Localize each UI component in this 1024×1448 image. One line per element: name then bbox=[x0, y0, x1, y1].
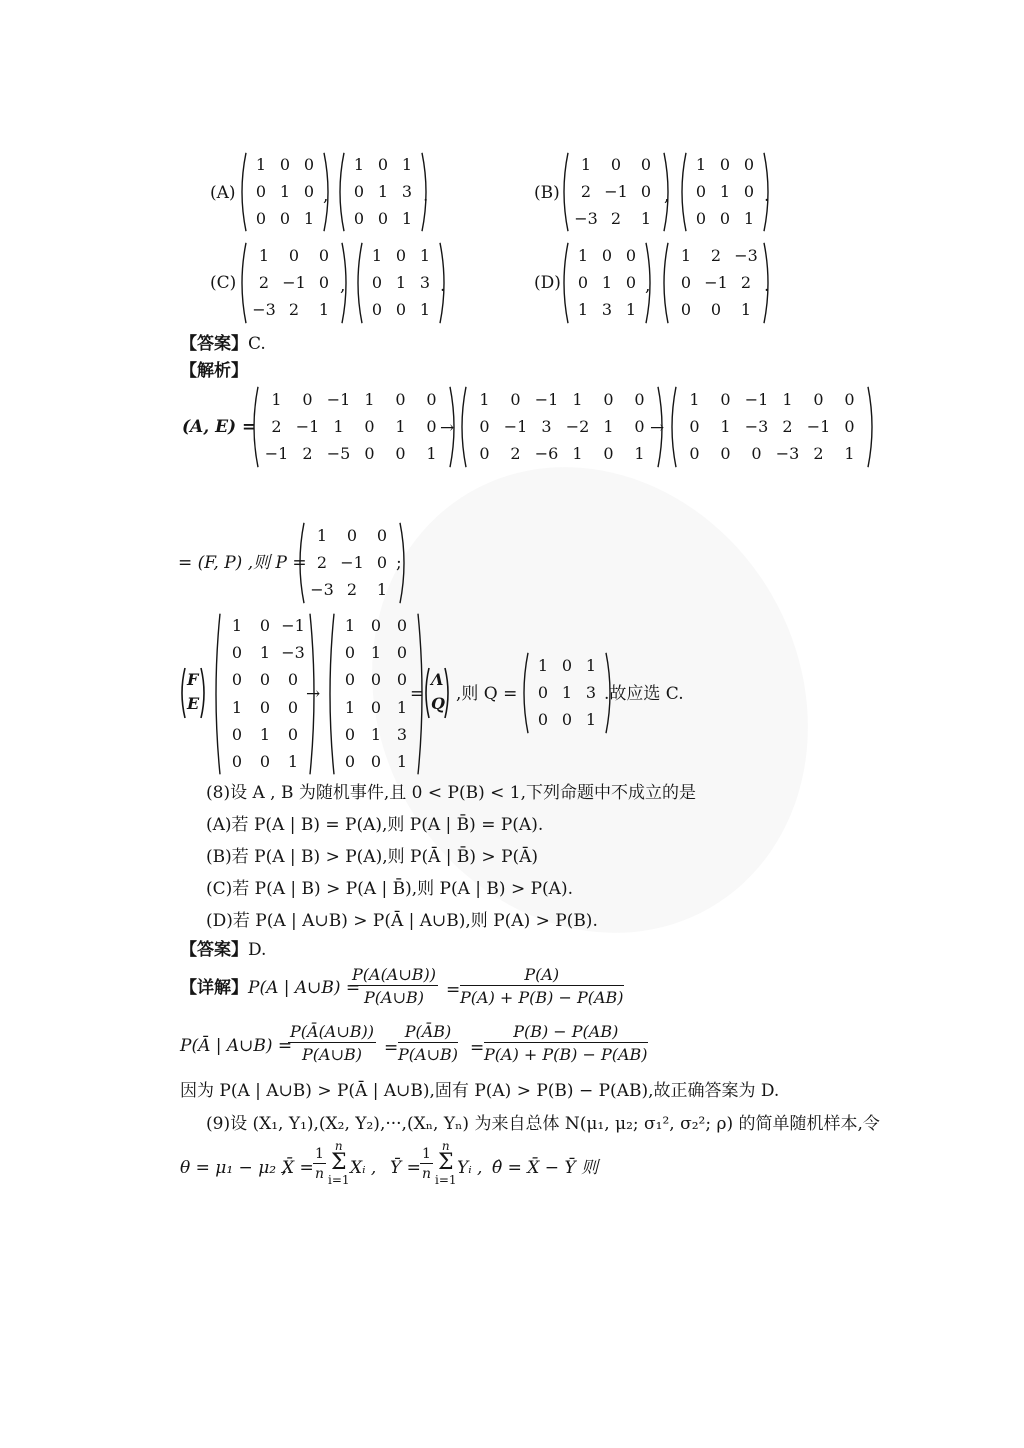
matrix-cell: 0 bbox=[640, 181, 652, 201]
matrix-cell: 1 bbox=[231, 697, 243, 717]
matrix-cell: 2 bbox=[258, 272, 270, 292]
matrix-cell: 1 bbox=[640, 208, 652, 228]
matrix-cell: 1 bbox=[333, 416, 344, 436]
matrix-cell: 0 bbox=[561, 710, 573, 730]
matrix-cell: −1 bbox=[340, 552, 364, 572]
matrix-cell: 1 bbox=[743, 208, 755, 228]
arrow-1: → bbox=[440, 418, 455, 438]
matrix-cell: 1 bbox=[395, 272, 407, 292]
matrix-cell: 1 bbox=[287, 752, 299, 772]
left-paren bbox=[560, 242, 569, 324]
matrix-cell: 0 bbox=[231, 752, 243, 772]
matrix-cell: 1 bbox=[376, 580, 388, 600]
matrix-cell: 0 bbox=[279, 155, 291, 175]
matrix-cell: 1 bbox=[258, 245, 270, 265]
matrix-cell: 0 bbox=[371, 300, 383, 320]
matrix-cell: 1 bbox=[364, 389, 375, 409]
analysis-matrix-3 bbox=[668, 386, 876, 468]
matrix-cell: 1 bbox=[537, 655, 549, 675]
matrix-cell: −1 bbox=[282, 272, 306, 292]
matrix-cell: 0 bbox=[353, 208, 365, 228]
matrix-cell: −1 bbox=[264, 444, 289, 464]
matrix-cell: 0 bbox=[720, 444, 731, 464]
option-d-matrix-p bbox=[560, 242, 654, 324]
matrix-cell: 0 bbox=[395, 245, 407, 265]
matrix-cell: 1 bbox=[720, 416, 731, 436]
q9-ybar-term: Yᵢ , bbox=[457, 1158, 483, 1178]
q8-eq2-equals-2: = bbox=[470, 1038, 485, 1058]
q8-eq1-frac2: $\frac{P(A)}{P(A) + P(B) - P(AB)}$ bbox=[460, 965, 624, 1007]
left-paren bbox=[212, 612, 221, 776]
matrix-cell: 1 bbox=[577, 300, 589, 320]
matrix-cell: −3 bbox=[744, 416, 769, 436]
matrix-cell: 0 bbox=[719, 155, 731, 175]
matrix-cell: −1 bbox=[326, 389, 351, 409]
matrix-cell: 1 bbox=[395, 416, 406, 436]
matrix-cell: −1 bbox=[806, 416, 831, 436]
q8-eq1-frac1: $\frac{P(A(A\cup B))}{P(A\cup B)}$ bbox=[352, 965, 437, 1007]
matrix-cell: 0 bbox=[610, 155, 622, 175]
matrix-cell: 3 bbox=[419, 272, 431, 292]
matrix-cell: 1 bbox=[561, 682, 573, 702]
matrix-cell: 1 bbox=[689, 389, 700, 409]
matrix-cell: 0 bbox=[689, 444, 700, 464]
matrix-cell: 1 bbox=[271, 389, 282, 409]
matrix-cell: 2 bbox=[813, 444, 824, 464]
equals-sign: = bbox=[410, 684, 425, 704]
option-c-comma: , bbox=[340, 276, 346, 296]
matrix-cell: 0 bbox=[695, 208, 707, 228]
q9-xbar-lhs: X̄ = bbox=[282, 1158, 314, 1178]
q8-eq2-lhs: P(Ā | A∪B) = bbox=[180, 1036, 293, 1056]
matrix-cell: 1 bbox=[255, 155, 267, 175]
matrix-cell: 0 bbox=[318, 245, 330, 265]
q8-option-b: (B)若 P(A | B) > P(A),则 P(Ā | B̄) > P(Ā) bbox=[206, 847, 539, 867]
matrix-cell: 0 bbox=[279, 208, 291, 228]
left-paren bbox=[560, 152, 569, 232]
matrix-cell: 0 bbox=[344, 724, 356, 744]
option-d-matrix-q bbox=[660, 242, 772, 324]
lambda-q-vector: Λ Q bbox=[422, 666, 452, 720]
q8-answer: 【答案】D. bbox=[180, 940, 267, 960]
matrix-cell: 0 bbox=[426, 416, 437, 436]
fe-matrix bbox=[212, 612, 321, 776]
left-paren bbox=[354, 242, 363, 324]
matrix-cell: −1 bbox=[534, 389, 559, 409]
matrix-cell: 0 bbox=[743, 155, 755, 175]
matrix-cell: 0 bbox=[577, 272, 589, 292]
matrix-cell: 0 bbox=[537, 682, 549, 702]
option-a-label: (A) bbox=[210, 183, 236, 203]
matrix-cell: 2 bbox=[271, 416, 282, 436]
matrix-cell: 1 bbox=[316, 525, 328, 545]
analysis-matrix-2 bbox=[458, 386, 666, 468]
matrix-cell: 0 bbox=[370, 615, 382, 635]
matrix-cell: 1 bbox=[572, 444, 583, 464]
option-b-end: . bbox=[764, 186, 770, 206]
matrix-cell: 1 bbox=[259, 724, 271, 744]
matrix-cell: 1 bbox=[426, 444, 437, 464]
matrix-cell: 1 bbox=[577, 245, 589, 265]
matrix-cell: 2 bbox=[782, 416, 793, 436]
matrix-cell: 0 bbox=[344, 670, 356, 690]
option-b-comma: , bbox=[664, 186, 670, 206]
matrix-cell: 1 bbox=[318, 300, 330, 320]
matrix-cell: 2 bbox=[510, 444, 521, 464]
matrix-cell: 0 bbox=[813, 389, 824, 409]
matrix-cell: 2 bbox=[610, 208, 622, 228]
q9-thetahat: θ̂ = X̄ − Ȳ 则 bbox=[492, 1158, 599, 1178]
matrix-cell: 0 bbox=[603, 389, 614, 409]
matrix-cell: −3 bbox=[281, 642, 305, 662]
q8-option-a: (A)若 P(A | B) = P(A),则 P(A | B̄) = P(A). bbox=[206, 815, 544, 835]
q9-xbar-term: Xᵢ , bbox=[350, 1158, 377, 1178]
option-c-matrix-p bbox=[238, 242, 350, 324]
left-paren bbox=[336, 152, 345, 232]
matrix-cell: 0 bbox=[680, 272, 692, 292]
q8-because: 因为 P(A | A∪B) > P(Ā | A∪B),固有 P(A) > P(B) − P(AB),故正确答案为 D. bbox=[180, 1081, 780, 1101]
q-matrix bbox=[520, 652, 614, 734]
matrix-cell: 0 bbox=[371, 272, 383, 292]
matrix-cell: 0 bbox=[719, 208, 731, 228]
analysis-lhs: (A, E) = bbox=[182, 417, 257, 437]
matrix-cell: 1 bbox=[231, 615, 243, 635]
q8-eq2-frac3: $\frac{P(B) - P(AB)}{P(A) + P(B) - P(AB)}$ bbox=[484, 1022, 648, 1064]
q9-ybar-lhs: Ȳ = bbox=[390, 1158, 421, 1178]
q9-ybar-frac: $\frac{1}{n}$ bbox=[421, 1146, 431, 1182]
matrix-cell: −1 bbox=[744, 389, 769, 409]
matrix-cell: 0 bbox=[844, 416, 855, 436]
matrix-cell: 1 bbox=[401, 208, 413, 228]
matrix-cell: 0 bbox=[751, 444, 762, 464]
option-a-matrix-p bbox=[238, 152, 332, 232]
matrix-cell: 0 bbox=[259, 752, 271, 772]
matrix-cell: −3 bbox=[734, 245, 758, 265]
matrix-cell: 0 bbox=[537, 710, 549, 730]
matrix-cell: 2 bbox=[346, 580, 358, 600]
left-paren bbox=[250, 386, 259, 468]
matrix-cell: 0 bbox=[259, 697, 271, 717]
q9-xbar-frac: $\frac{1}{n}$ bbox=[314, 1146, 324, 1182]
option-d-end: . bbox=[764, 276, 770, 296]
matrix-cell: 0 bbox=[255, 181, 267, 201]
q8-stem: (8)设 A , B 为随机事件,且 0 < P(B) < 1,下列命题中不成立的是 bbox=[206, 783, 697, 803]
matrix-cell: 0 bbox=[603, 444, 614, 464]
matrix-cell: 0 bbox=[318, 272, 330, 292]
fe-block-vector: F E bbox=[178, 666, 208, 720]
matrix-cell: 1 bbox=[479, 389, 490, 409]
matrix-cell: 1 bbox=[401, 155, 413, 175]
matrix-cell: 0 bbox=[303, 181, 315, 201]
option-b-matrix-q bbox=[678, 152, 772, 232]
matrix-cell: 1 bbox=[585, 710, 597, 730]
matrix-cell: 1 bbox=[844, 444, 855, 464]
matrix-cell: 0 bbox=[625, 245, 637, 265]
matrix-cell: 0 bbox=[395, 444, 406, 464]
matrix-cell: 1 bbox=[396, 697, 408, 717]
matrix-cell: 1 bbox=[259, 642, 271, 662]
matrix-cell: 0 bbox=[287, 724, 299, 744]
option-a-matrix-q bbox=[336, 152, 430, 232]
matrix-cell: 0 bbox=[479, 444, 490, 464]
q8-option-c: (C)若 P(A | B) > P(A | B̄),则 P(A | B) > P(A). bbox=[206, 879, 573, 899]
matrix-cell: 0 bbox=[395, 300, 407, 320]
matrix-cell: 0 bbox=[377, 208, 389, 228]
matrix-cell: 1 bbox=[580, 155, 592, 175]
left-paren bbox=[660, 242, 669, 324]
matrix-cell: 1 bbox=[782, 389, 793, 409]
matrix-cell: 0 bbox=[346, 525, 358, 545]
matrix-cell: 0 bbox=[601, 245, 613, 265]
matrix-cell: 0 bbox=[287, 697, 299, 717]
matrix-cell: 0 bbox=[426, 389, 437, 409]
left-paren bbox=[238, 242, 247, 324]
matrix-cell: −3 bbox=[310, 580, 334, 600]
matrix-cell: 1 bbox=[370, 642, 382, 662]
matrix-cell: 0 bbox=[259, 670, 271, 690]
matrix-cell: −6 bbox=[534, 444, 559, 464]
matrix-cell: 1 bbox=[371, 245, 383, 265]
q8-eq1-equals: = bbox=[446, 980, 461, 1000]
right-paren bbox=[867, 386, 876, 468]
matrix-cell: 1 bbox=[344, 615, 356, 635]
matrix-cell: 1 bbox=[396, 752, 408, 772]
matrix-cell: 1 bbox=[603, 416, 614, 436]
analysis-matrix-1 bbox=[250, 386, 458, 468]
matrix-cell: 0 bbox=[376, 552, 388, 572]
matrix-cell: 0 bbox=[695, 181, 707, 201]
left-paren bbox=[458, 386, 467, 468]
matrix-cell: −5 bbox=[326, 444, 351, 464]
left-paren bbox=[668, 386, 677, 468]
matrix-cell: 0 bbox=[259, 615, 271, 635]
q9-ybar-sum: n Σ i=1 bbox=[435, 1139, 457, 1187]
matrix-cell: 0 bbox=[302, 389, 313, 409]
matrix-cell: 1 bbox=[625, 300, 637, 320]
option-c-end: . bbox=[440, 276, 446, 296]
matrix-cell: 0 bbox=[364, 416, 375, 436]
matrix-cell: 0 bbox=[344, 642, 356, 662]
matrix-cell: 0 bbox=[479, 416, 490, 436]
matrix-cell: 3 bbox=[396, 724, 408, 744]
matrix-cell: 0 bbox=[561, 655, 573, 675]
matrix-cell: 0 bbox=[640, 155, 652, 175]
arrow-2: → bbox=[650, 418, 665, 438]
then-q: ,则 Q = bbox=[456, 684, 518, 704]
p-matrix bbox=[296, 522, 408, 604]
q9-stem: (9)设 (X₁, Y₁),(X₂, Y₂),···,(Xₙ, Yₙ) 为来自总体 N(μ₁, μ₂; σ₁², σ₂²; ρ) 的简单随机样本,令 bbox=[206, 1114, 880, 1134]
matrix-cell: 0 bbox=[231, 670, 243, 690]
q8-option-d: (D)若 P(A | A∪B) > P(Ā | A∪B),则 P(A) > P(B). bbox=[206, 911, 598, 931]
matrix-cell: 0 bbox=[231, 642, 243, 662]
matrix-cell: 0 bbox=[510, 389, 521, 409]
q9-xbar-sum: n Σ i=1 bbox=[328, 1139, 350, 1187]
matrix-cell: 0 bbox=[377, 155, 389, 175]
matrix-cell: 0 bbox=[370, 752, 382, 772]
matrix-cell: 1 bbox=[279, 181, 291, 201]
option-c-matrix-q bbox=[354, 242, 448, 324]
matrix-cell: −1 bbox=[281, 615, 305, 635]
matrix-cell: 0 bbox=[710, 300, 722, 320]
q7-answer: 【答案】C. bbox=[180, 334, 266, 354]
matrix-cell: 0 bbox=[370, 670, 382, 690]
matrix-cell: 2 bbox=[710, 245, 722, 265]
matrix-cell: 0 bbox=[844, 389, 855, 409]
matrix-cell: 2 bbox=[302, 444, 313, 464]
matrix-cell: 3 bbox=[601, 300, 613, 320]
matrix-cell: 3 bbox=[585, 682, 597, 702]
q8-eq1-lhs: 【详解】P(A | A∪B) = bbox=[180, 978, 361, 998]
matrix-cell: 1 bbox=[634, 444, 645, 464]
matrix-cell: 2 bbox=[288, 300, 300, 320]
left-paren bbox=[520, 652, 529, 734]
q8-eq2-equals-1: = bbox=[384, 1038, 399, 1058]
matrix-cell: 2 bbox=[740, 272, 752, 292]
option-a-end: . bbox=[423, 186, 429, 206]
matrix-cell: 0 bbox=[689, 416, 700, 436]
matrix-cell: −1 bbox=[295, 416, 320, 436]
matrix-cell: 1 bbox=[377, 181, 389, 201]
fp-line: = (F, P) ,则 P = bbox=[178, 553, 307, 573]
matrix-cell: 0 bbox=[370, 697, 382, 717]
matrix-cell: 1 bbox=[585, 655, 597, 675]
option-d-comma: , bbox=[645, 276, 651, 296]
matrix-cell: 1 bbox=[740, 300, 752, 320]
matrix-cell: −3 bbox=[574, 208, 598, 228]
matrix-cell: 1 bbox=[344, 697, 356, 717]
q8-eq2-frac2: $\frac{P(ĀB)}{P(A\cup B)}$ bbox=[398, 1022, 458, 1064]
matrix-cell: 0 bbox=[288, 245, 300, 265]
left-paren bbox=[296, 522, 305, 604]
matrix-cell: 0 bbox=[353, 181, 365, 201]
matrix-cell: 0 bbox=[634, 389, 645, 409]
matrix-cell: 0 bbox=[625, 272, 637, 292]
option-a-comma: , bbox=[323, 186, 329, 206]
matrix-cell: 1 bbox=[353, 155, 365, 175]
matrix-cell: 1 bbox=[719, 181, 731, 201]
matrix-cell: 1 bbox=[680, 245, 692, 265]
matrix-cell: −3 bbox=[252, 300, 276, 320]
matrix-cell: 0 bbox=[396, 642, 408, 662]
matrix-cell: −1 bbox=[604, 181, 628, 201]
fp-semicolon: ; bbox=[396, 553, 402, 573]
matrix-cell: 0 bbox=[364, 444, 375, 464]
left-paren bbox=[238, 152, 247, 232]
matrix-cell: 0 bbox=[743, 181, 755, 201]
q8-eq2-frac1: $\frac{P(Ā(A\cup B))}{P(A\cup B)}$ bbox=[290, 1022, 375, 1064]
matrix-cell: 0 bbox=[255, 208, 267, 228]
matrix-cell: 0 bbox=[287, 670, 299, 690]
matrix-cell: −3 bbox=[775, 444, 800, 464]
option-b-matrix-p bbox=[560, 152, 672, 232]
matrix-cell: 1 bbox=[572, 389, 583, 409]
option-b-label: (B) bbox=[534, 183, 560, 203]
matrix-cell: 0 bbox=[396, 615, 408, 635]
left-paren bbox=[678, 152, 687, 232]
left-paren bbox=[326, 612, 335, 776]
matrix-cell: 3 bbox=[401, 181, 413, 201]
q9-theta: θ = μ₁ − μ₂ , bbox=[180, 1158, 287, 1178]
matrix-cell: 0 bbox=[396, 670, 408, 690]
matrix-cell: 0 bbox=[680, 300, 692, 320]
matrix-cell: 0 bbox=[395, 389, 406, 409]
option-d-label: (D) bbox=[534, 273, 561, 293]
matrix-cell: 0 bbox=[634, 416, 645, 436]
matrix-cell: 2 bbox=[316, 552, 328, 572]
option-c-label: (C) bbox=[210, 273, 237, 293]
matrix-cell: −2 bbox=[565, 416, 590, 436]
matrix-cell: 0 bbox=[720, 389, 731, 409]
matrix-cell: 3 bbox=[541, 416, 552, 436]
matrix-cell: 0 bbox=[303, 155, 315, 175]
matrix-cell: 1 bbox=[601, 272, 613, 292]
matrix-cell: 0 bbox=[231, 724, 243, 744]
matrix-cell: 1 bbox=[419, 245, 431, 265]
conclusion: .故应选 C. bbox=[604, 684, 684, 704]
matrix-cell: 1 bbox=[370, 724, 382, 744]
matrix-cell: 0 bbox=[344, 752, 356, 772]
arrow-3: → bbox=[306, 684, 321, 704]
matrix-cell: −1 bbox=[503, 416, 528, 436]
matrix-cell: 1 bbox=[419, 300, 431, 320]
q7-analysis-label: 【解析】 bbox=[180, 361, 248, 381]
matrix-cell: 1 bbox=[695, 155, 707, 175]
matrix-cell: −1 bbox=[704, 272, 728, 292]
matrix-cell: 0 bbox=[376, 525, 388, 545]
matrix-cell: 1 bbox=[303, 208, 315, 228]
matrix-cell: 2 bbox=[580, 181, 592, 201]
